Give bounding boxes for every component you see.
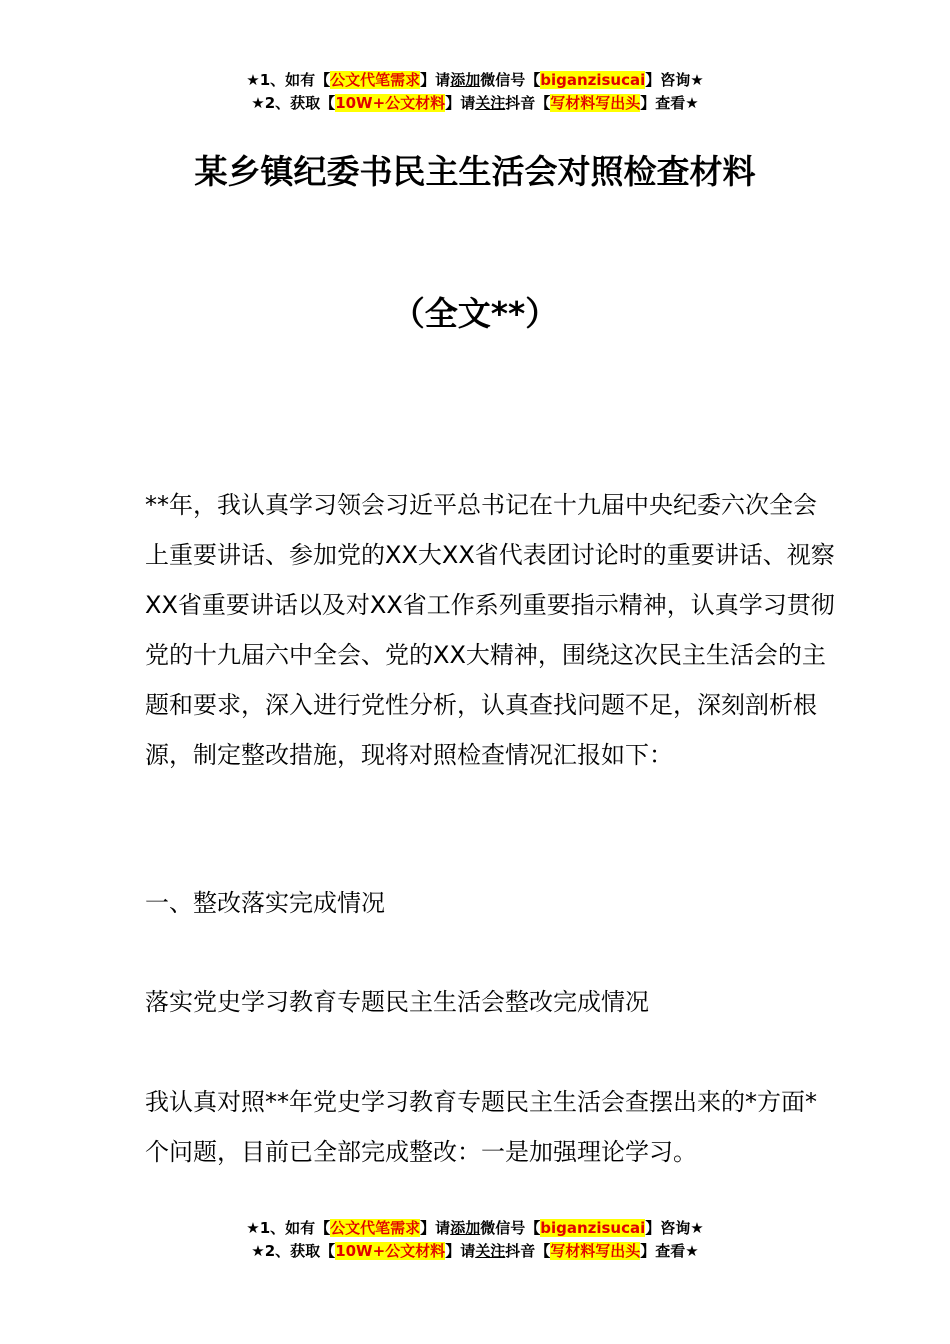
promo-line-2 bbox=[0, 1240, 950, 1263]
promo-highlight: 10W+公文材料 bbox=[335, 94, 446, 112]
promo-emphasis: 添加 bbox=[450, 71, 481, 89]
promo-text: 微信号【 bbox=[480, 71, 541, 89]
promo-emphasis: 关注 bbox=[475, 1242, 506, 1260]
promo-text: 】咨询★ bbox=[645, 71, 704, 89]
promo-text: 抖音【 bbox=[505, 1242, 551, 1260]
promo-text: ★2、获取【 bbox=[251, 94, 336, 112]
promo-emphasis: 关注 bbox=[475, 94, 506, 112]
promo-emphasis: 添加 bbox=[450, 1219, 481, 1237]
promo-highlight: biganzisucai bbox=[540, 71, 646, 89]
promo-highlight: 写材料写出头 bbox=[550, 94, 641, 112]
promo-text: 】请 bbox=[445, 1242, 476, 1260]
promo-line-1 bbox=[0, 1217, 950, 1240]
promo-text: ★1、如有【 bbox=[246, 1219, 331, 1237]
promo-text: ★1、如有【 bbox=[246, 71, 331, 89]
promo-highlight: 公文代笔需求 bbox=[330, 71, 421, 89]
promo-text: 】查看★ bbox=[640, 1242, 699, 1260]
promo-banner-top bbox=[0, 69, 950, 115]
promo-text: 抖音【 bbox=[505, 94, 551, 112]
document-subtitle: （全文**） bbox=[391, 294, 559, 333]
intro-paragraph: **年，我认真学习领会习近平总书记在十九届中央纪委六次全会上重要讲话、参加党的XX大XX省代表团讨论时的重要讲话、视察XX省重要讲话以及对XX省工作系列重要指示精神，认真学习贯彻党的十九届六中全会、党的XX大精神，围绕这次民主生活会的主题和要求，深入进行党性分析，认真查找问题不足，深刻剖析根源，制定整改措施，现将对照检查情况汇报如下： bbox=[145, 491, 835, 769]
promo-highlight: 公文代笔需求 bbox=[330, 1219, 421, 1237]
promo-highlight: biganzisucai bbox=[540, 1219, 646, 1237]
promo-highlight: 写材料写出头 bbox=[550, 1242, 641, 1260]
promo-text: 微信号【 bbox=[480, 1219, 541, 1237]
subsection-heading: 落实党史学习教育专题民主生活会整改完成情况 bbox=[145, 988, 649, 1016]
promo-text: ★2、获取【 bbox=[251, 1242, 336, 1260]
section-heading: 一、整改落实完成情况 bbox=[145, 889, 385, 917]
promo-text: 】请 bbox=[420, 71, 451, 89]
document-title: 某乡镇纪委书民主生活会对照检查材料 bbox=[194, 152, 756, 191]
promo-banner-bottom bbox=[0, 1217, 950, 1263]
promo-text: 】请 bbox=[445, 94, 476, 112]
body-paragraph: 我认真对照**年党史学习教育专题民主生活会查摆出来的*方面*个问题，目前已全部完成整改：一是加强理论学习。 bbox=[145, 1088, 817, 1166]
promo-text: 】咨询★ bbox=[645, 1219, 704, 1237]
promo-line-2 bbox=[0, 92, 950, 115]
promo-line-1 bbox=[0, 69, 950, 92]
promo-text: 】请 bbox=[420, 1219, 451, 1237]
promo-highlight: 10W+公文材料 bbox=[335, 1242, 446, 1260]
promo-text: 】查看★ bbox=[640, 94, 699, 112]
